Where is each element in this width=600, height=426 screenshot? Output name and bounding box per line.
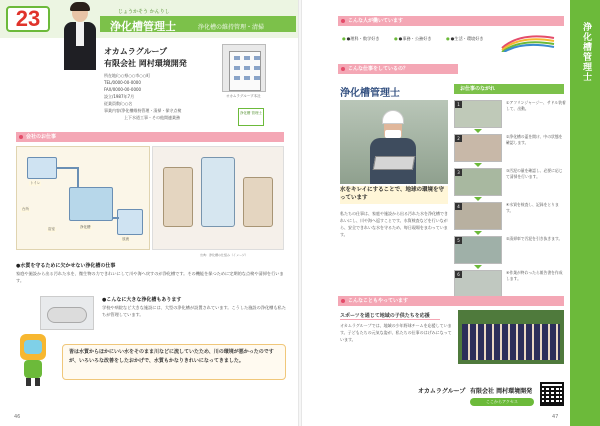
info-line: TEL/0000-00-0000	[104, 80, 141, 85]
diagram-label: 放流	[122, 237, 129, 241]
work-flow-bar: お仕事のながれ	[454, 84, 564, 94]
info-line: 従業員数/○○名	[104, 101, 133, 106]
diagram-label: 台所	[22, 207, 29, 211]
company-info	[104, 72, 220, 121]
company-group: オカムラグループ	[104, 47, 168, 56]
photo-section-bar: こんな仕事をしているの？	[338, 64, 458, 74]
diagram-label: 浄化槽	[80, 225, 91, 229]
item1-heading: ●水質を守るために欠かせない浄化槽の仕事	[16, 263, 116, 269]
step-item: 2 ②浄化槽の蓋を開け、中の状態を確認します。	[454, 134, 566, 164]
company-name: 有限会社 岡村環境開発	[104, 59, 187, 68]
step-text: ⑥作業が終わったら報告書を作成します。	[506, 270, 563, 281]
hobby-section-bar: こんなこともやっています	[338, 296, 564, 306]
employee-photo	[58, 2, 102, 72]
page-number-right: 47	[552, 414, 559, 420]
building-photo	[222, 44, 266, 92]
job-number-badge: 23	[6, 6, 50, 32]
septic-diagram	[16, 146, 150, 250]
subject-tag: ● ●事務・公務好き	[394, 36, 432, 42]
step-item: 4 ④水質を検査し、記録をとります。	[454, 202, 566, 232]
job-subtitle: 浄化槽の維持管理・清掃	[198, 24, 265, 31]
mascot-character	[12, 332, 54, 388]
catch-copy: 水をキレイにすることで、地球の環境を守っています	[340, 187, 445, 201]
illustration-caption: 出典：浄化槽の仕組み（イメージ）	[200, 253, 248, 257]
info-line: 設立/1987年7月	[104, 94, 135, 99]
work-section-bar: 会社のお仕事	[16, 132, 284, 142]
item1-body: 家庭や施設から出る汚れた水を、微生物の力できれいにして川や海へ戻すのが浄化槽です。その機能を保つために定期的な点検や清掃を行います。	[16, 271, 284, 283]
info-line: 事業内容/浄化槽維持管理・清掃・保守点検	[104, 108, 182, 113]
step-text: ④水質を検査し、記録をとります。	[506, 202, 559, 213]
info-line: 所在地/○○県○○市○○町	[104, 73, 151, 78]
step-text: ①アフリンジャージー、サドル装着して、出動。	[506, 100, 566, 111]
step-item: 1 ①アフリンジャージー、サドル装着して、出動。	[454, 100, 566, 130]
subject-tag: ● ●生活・環境好き	[446, 36, 484, 42]
item2-body: 学校や病院など大きな施設には、大型の浄化槽が設置されています。こうした施設の浄化槽も私たちが管理しています。	[102, 305, 286, 317]
footer-company: 有限会社 岡村環境開発	[470, 388, 533, 395]
footer-group: オカムラグループ	[418, 388, 466, 395]
right-body-text: 私たちの仕事は、家庭や施設から出る汚れた水を浄化槽できれいにし、川や海へ返すことです。水質検査などを行いながら、安全できれいな水を守るため、毎日現場をまわっています。	[340, 211, 448, 237]
diagram-label: 浴室	[48, 227, 55, 231]
worker-laptop-photo	[340, 100, 448, 184]
gutter	[298, 0, 302, 426]
right-job-title: 浄化槽管理士	[340, 88, 400, 99]
job-title: 浄化槽管理士	[110, 20, 176, 33]
certification-badge: 浄化槽 管理士	[238, 108, 264, 126]
side-tab-title: 浄化槽管理士	[581, 22, 591, 82]
subjects-section-bar: こんな人が働いています	[338, 16, 564, 26]
diagram-label: トイレ	[30, 181, 41, 185]
step-text: ⑤清掃車で汚泥を引き抜きます。	[506, 236, 563, 241]
page-number-left: 46	[14, 414, 21, 420]
rainbow-wave-logo	[500, 30, 556, 52]
team-photo	[458, 310, 564, 364]
step-item: 3 ③汚泥の量を確認し、必要に応じて清掃を行います。	[454, 168, 566, 198]
step-item: 6 ⑥作業が終わったら報告書を作成します。	[454, 270, 566, 300]
mascot-callout: 皆は水質からほかにいい水をそのまま川などに流していたため、川の環境が悪かったのですが、いろいろな改善をしたおかげで、水質もかなりきれいになってきました。	[62, 344, 286, 380]
access-link-button[interactable]: ここからアクセス	[470, 398, 534, 406]
building-caption: オカムラグループ本社	[226, 94, 261, 98]
item2-heading: ●こんなに大きな浄化槽もあります	[102, 297, 182, 303]
info-line: 上下水道工事・その他関連業務	[104, 115, 180, 120]
step-item: 5 ⑤清掃車で汚泥を引き抜きます。	[454, 236, 566, 266]
info-line: FAX/0000-00-0000	[104, 87, 142, 92]
step-text: ③汚泥の量を確認し、必要に応じて清掃を行います。	[506, 168, 563, 179]
title-ruby: じょうかそう かんりし	[118, 9, 170, 15]
large-tank-photo	[40, 296, 94, 330]
septic-illustration	[152, 146, 284, 250]
hobby-heading: スポーツを通じて地域の子供たちを応援	[340, 312, 440, 320]
subject-tag: ● ●理科・数学好き	[342, 36, 380, 42]
step-text: ②浄化槽の蓋を開け、中の状態を確認します。	[506, 134, 563, 145]
hobby-body: オカムラグループでは、地域の少年野球チームを応援しています。子どもたちの元気な姿が、私たちの仕事のはげみになっています。	[340, 323, 452, 342]
qr-code-icon[interactable]	[540, 382, 564, 406]
